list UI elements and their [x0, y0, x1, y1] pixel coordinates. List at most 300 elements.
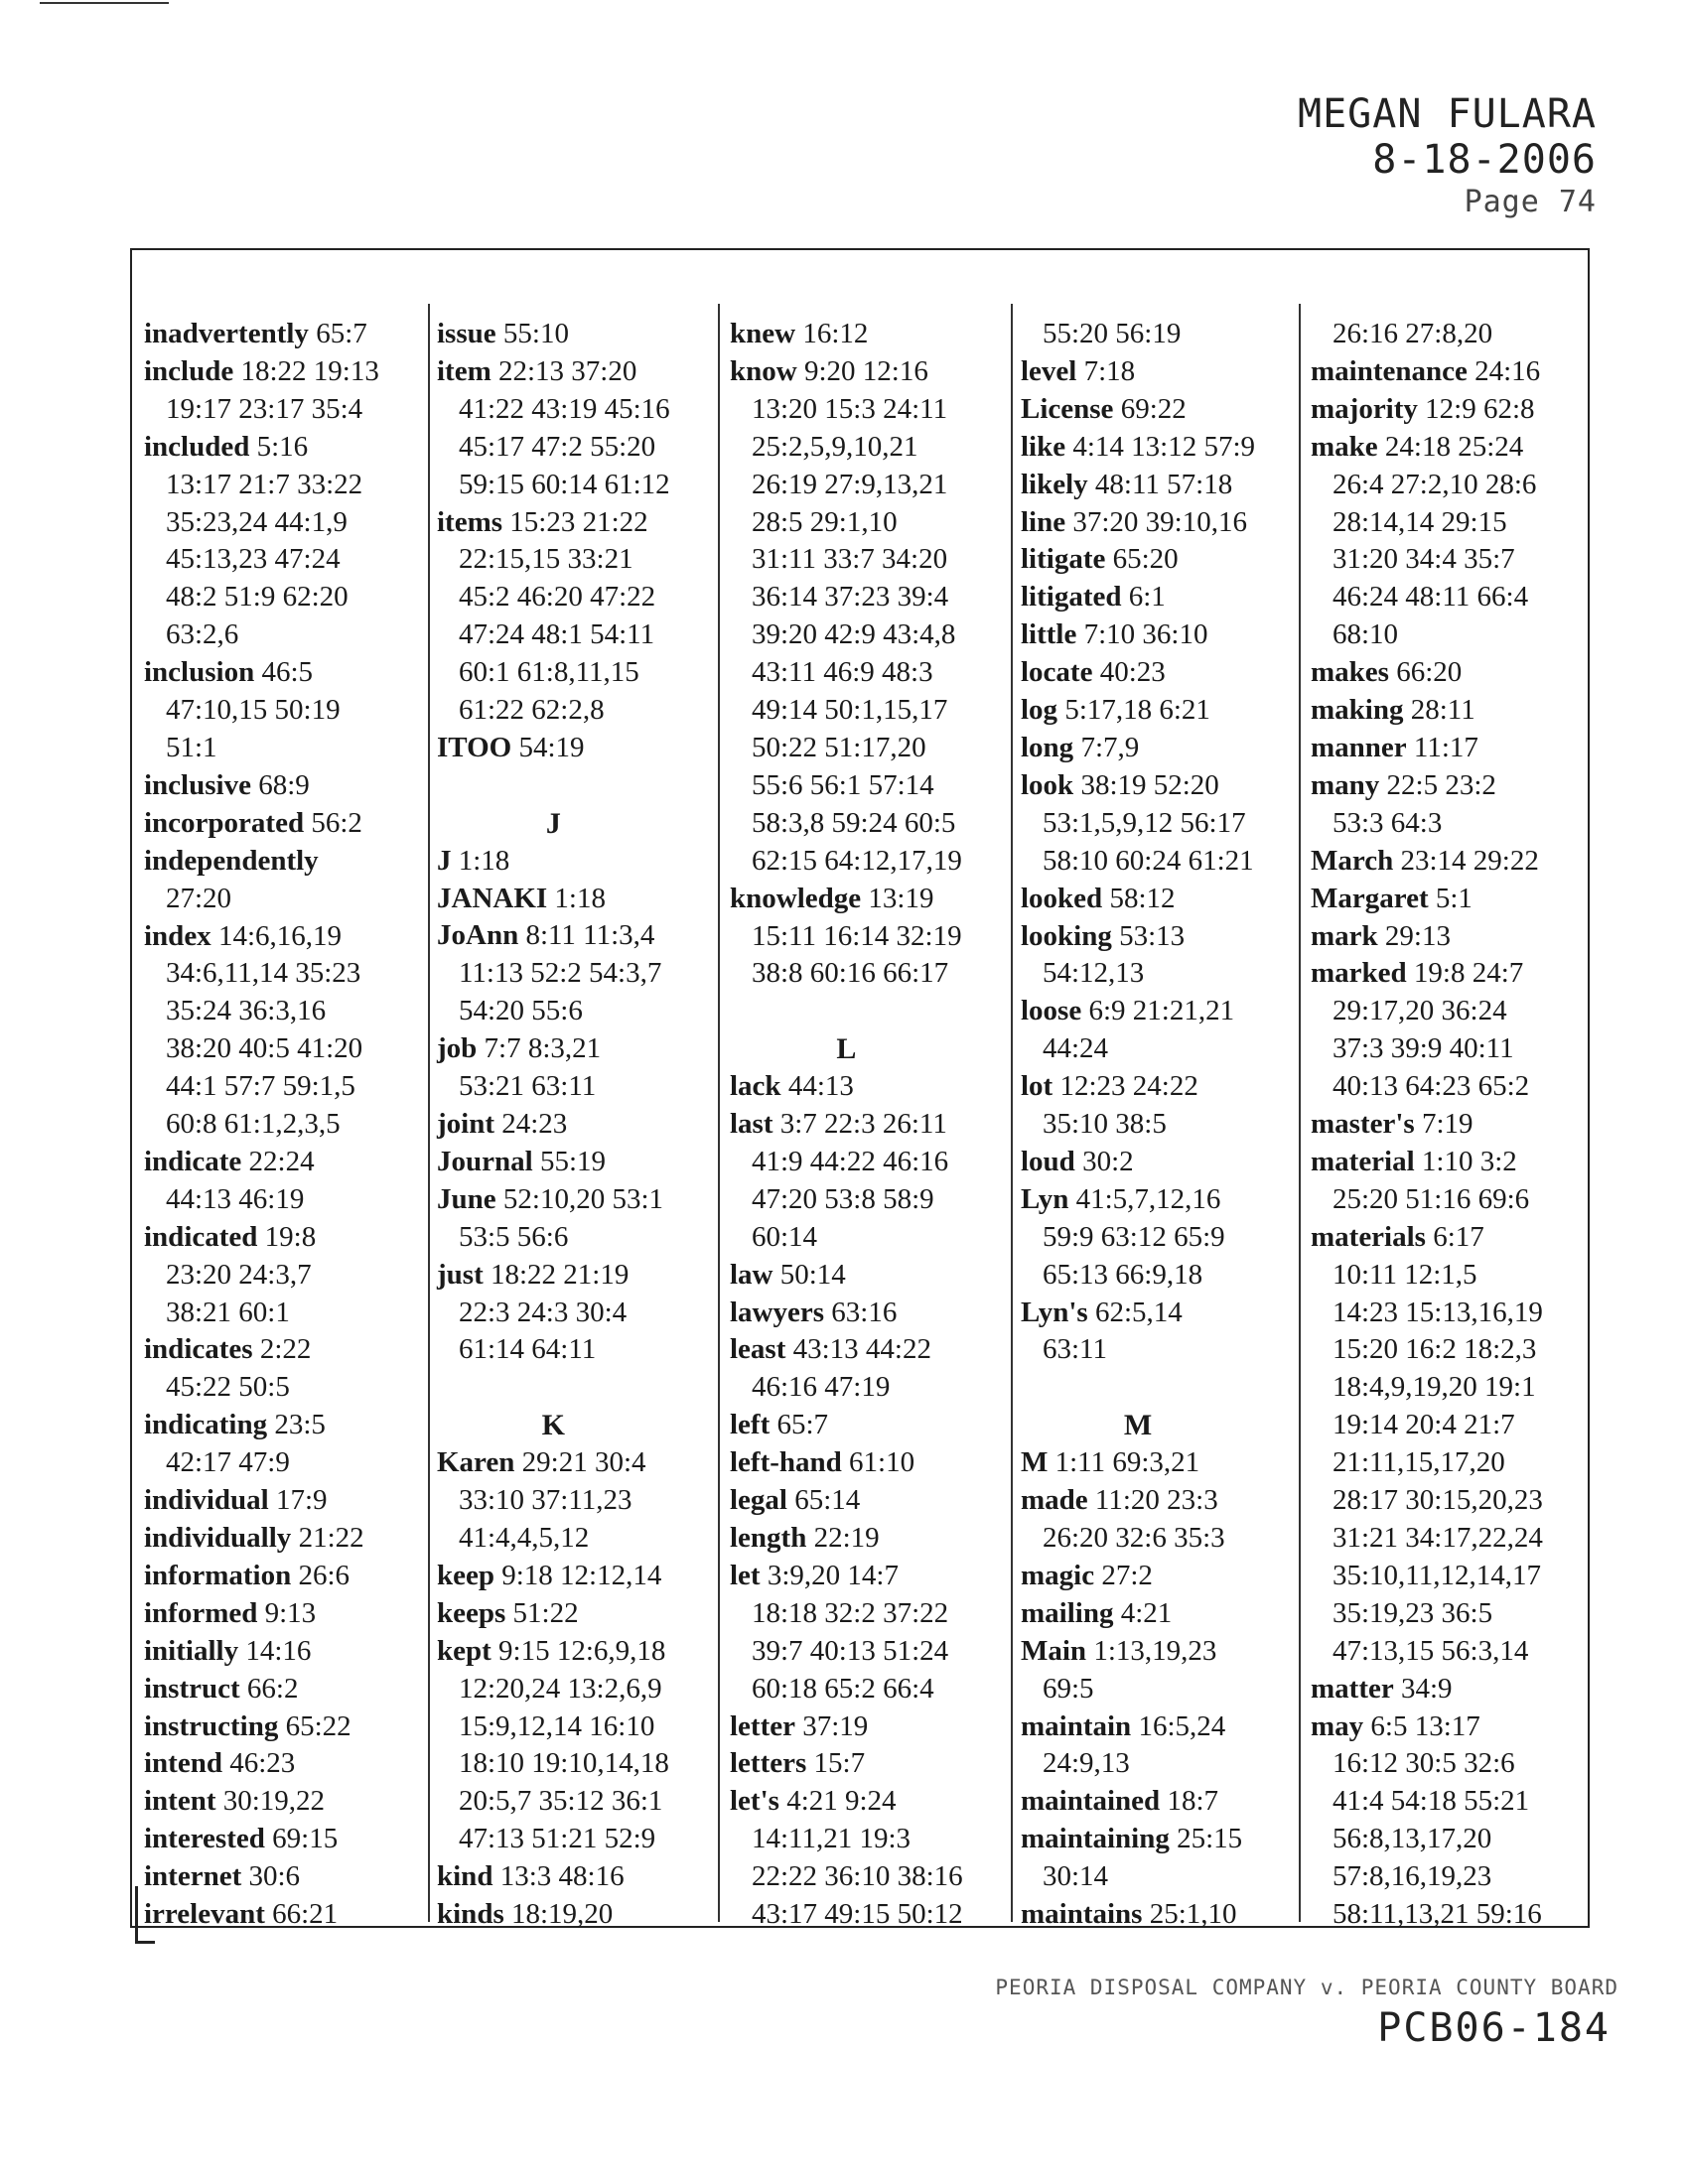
- page-line-refs: 23:14 29:22: [1393, 844, 1539, 877]
- index-entry: [730, 1068, 963, 1106]
- page-line-refs: 6:9 21:21,21: [1081, 995, 1235, 1027]
- index-term: kinds: [437, 1898, 504, 1931]
- page-line-refs: 1:11 69:3,21: [1048, 1446, 1200, 1479]
- index-continuation: 47:10,15 50:19: [166, 694, 341, 727]
- index-term: letters: [730, 1747, 807, 1780]
- index-term: let: [730, 1559, 761, 1591]
- index-entry: [730, 1783, 963, 1821]
- index-term: matter: [1311, 1672, 1394, 1705]
- corner-rule: [40, 2, 169, 4]
- index-entry: [1021, 1068, 1255, 1106]
- index-term: many: [1311, 768, 1380, 801]
- index-term: item: [437, 354, 491, 387]
- index-entry: [144, 353, 379, 391]
- page-line-refs: 6:1: [1121, 581, 1166, 614]
- index-term: indicate: [144, 1145, 242, 1177]
- page-line-refs: 24:18 25:24: [1377, 430, 1524, 463]
- page-line-refs: 3:7 22:3 26:11: [772, 1108, 947, 1141]
- index-entry: [437, 1558, 670, 1595]
- index-entry: [144, 1331, 379, 1369]
- index-continuation: 26:4 27:2,10 28:6: [1333, 468, 1537, 500]
- index-term: just: [437, 1258, 484, 1291]
- index-continuation: 30:14: [1043, 1860, 1109, 1893]
- index-continuation: 20:5,7 35:12 36:1: [459, 1785, 663, 1818]
- index-entry: [437, 1896, 670, 1934]
- page-line-refs: 26:6: [291, 1559, 351, 1591]
- index-term: Journal: [437, 1145, 533, 1177]
- index-term: ITOO: [437, 731, 512, 763]
- page-line-refs: 22:5 23:2: [1379, 768, 1496, 801]
- index-continuation: 54:12,13: [1043, 957, 1145, 990]
- index-entry: [1021, 654, 1255, 692]
- index-continuation: 18:18 32:2 37:22: [752, 1596, 949, 1629]
- index-entry: [144, 805, 379, 843]
- index-entry: [437, 1595, 670, 1633]
- index-entry: [1021, 767, 1255, 805]
- index-continuation: 58:11,13,21 59:16: [1333, 1898, 1542, 1931]
- index-continuation: 68:10: [1333, 618, 1399, 651]
- index-term: individual: [144, 1484, 269, 1517]
- page-line-refs: 11:17: [1406, 731, 1478, 763]
- index-term: litigate: [1021, 543, 1106, 576]
- index-term: intent: [144, 1785, 216, 1818]
- index-term: License: [1021, 392, 1114, 425]
- index-term: indicates: [144, 1333, 253, 1366]
- index-term: left-hand: [730, 1446, 842, 1479]
- index-column: [437, 316, 670, 1934]
- index-entry: [730, 1745, 963, 1783]
- index-term: March: [1311, 844, 1394, 877]
- page-line-refs: 24:23: [494, 1108, 568, 1141]
- letter-heading: J: [545, 806, 561, 840]
- index-entry: [1021, 1558, 1255, 1595]
- index-term: making: [1311, 694, 1404, 727]
- page-line-refs: 41:5,7,12,16: [1068, 1182, 1221, 1215]
- index-entry: [437, 1444, 670, 1482]
- page-line-refs: 68:9: [250, 768, 310, 801]
- index-continuation: 37:3 39:9 40:11: [1333, 1032, 1514, 1065]
- page-line-refs: 15:23 21:22: [502, 505, 648, 538]
- index-term: inclusive: [144, 768, 251, 801]
- index-continuation: 45:2 46:20 47:22: [459, 581, 656, 614]
- index-entry: [437, 1633, 670, 1671]
- index-continuation: 19:14 20:4 21:7: [1333, 1409, 1515, 1441]
- page-line-refs: 22:19: [806, 1521, 880, 1554]
- index-term: job: [437, 1032, 478, 1065]
- index-entry: [1021, 579, 1255, 616]
- index-term: knowledge: [730, 882, 862, 914]
- index-continuation: 38:8 60:16 66:17: [752, 957, 949, 990]
- index-continuation: 15:20 16:2 18:2,3: [1333, 1333, 1537, 1366]
- page-line-refs: 28:11: [1403, 694, 1475, 727]
- index-entry: [730, 1520, 963, 1558]
- index-term: kind: [437, 1860, 493, 1893]
- index-continuation: 28:17 30:15,20,23: [1333, 1484, 1543, 1517]
- page-line-refs: 14:16: [238, 1634, 312, 1667]
- page-line-refs: 19:8 24:7: [1406, 957, 1524, 990]
- page-line-refs: 51:22: [505, 1596, 579, 1629]
- spacer: [730, 993, 963, 1030]
- index-term: knew: [730, 318, 796, 349]
- index-continuation: 24:9,13: [1043, 1747, 1130, 1780]
- index-term: little: [1021, 618, 1077, 651]
- index-entry: [730, 1331, 963, 1369]
- page-line-refs: 7:7,9: [1073, 731, 1140, 763]
- index-term: mark: [1311, 919, 1378, 952]
- page-line-refs: 38:19 52:20: [1073, 768, 1219, 801]
- index-term: items: [437, 505, 503, 538]
- index-continuation: 18:10 19:10,14,18: [459, 1747, 669, 1780]
- index-continuation: 38:21 60:1: [166, 1296, 290, 1328]
- index-continuation: 35:19,23 36:5: [1333, 1596, 1493, 1629]
- page-line-refs: 12:9 62:8: [1417, 392, 1535, 425]
- page-line-refs: 7:19: [1414, 1108, 1474, 1141]
- index-continuation: 61:22 62:2,8: [459, 694, 605, 727]
- index-entry: [437, 1144, 670, 1181]
- index-term: joint: [437, 1108, 494, 1141]
- page-line-refs: 44:13: [780, 1070, 854, 1103]
- page-line-refs: 27:2: [1094, 1559, 1153, 1591]
- index-continuation: 21:11,15,17,20: [1333, 1446, 1505, 1479]
- index-entry: [144, 1745, 379, 1783]
- index-entry: [144, 1708, 379, 1746]
- index-entry: [144, 1520, 379, 1558]
- index-term: loud: [1021, 1145, 1075, 1177]
- index-entry: [144, 429, 379, 467]
- index-continuation: 46:16 47:19: [752, 1371, 891, 1404]
- page-line-refs: 1:13,19,23: [1086, 1634, 1217, 1667]
- index-continuation: 19:17 23:17 35:4: [166, 392, 363, 425]
- index-continuation: 61:14 64:11: [459, 1333, 597, 1366]
- index-continuation: 43:17 49:15 50:12: [752, 1898, 963, 1931]
- index-continuation: 47:13,15 56:3,14: [1333, 1634, 1529, 1667]
- column-divider: [1011, 304, 1013, 1922]
- page-line-refs: 34:9: [1393, 1672, 1453, 1705]
- page-line-refs: 29:13: [1377, 919, 1451, 952]
- index-continuation: 48:2 51:9 62:20: [166, 581, 349, 614]
- page-line-refs: 22:24: [241, 1145, 315, 1177]
- page-line-refs: 65:22: [278, 1709, 351, 1742]
- index-term: log: [1021, 694, 1058, 727]
- index-continuation: 39:7 40:13 51:24: [752, 1634, 949, 1667]
- index-term: know: [730, 354, 797, 387]
- index-entry: [1021, 730, 1255, 767]
- index-continuation: 58:3,8 59:24 60:5: [752, 806, 956, 839]
- index-continuation: 56:8,13,17,20: [1333, 1823, 1492, 1855]
- index-entry: [1311, 1671, 1543, 1708]
- column-divider: [1299, 304, 1301, 1922]
- index-continuation: 45:22 50:5: [166, 1371, 290, 1404]
- index-term: initially: [144, 1634, 239, 1667]
- index-term: included: [144, 430, 250, 463]
- index-entry: [437, 1858, 670, 1896]
- index-entry: [1311, 429, 1543, 467]
- index-term: like: [1021, 430, 1066, 463]
- case-caption: PEORIA DISPOSAL COMPANY v. PEORIA COUNTY BOARD: [995, 1976, 1618, 1999]
- index-term: left: [730, 1409, 771, 1441]
- index-continuation: 35:23,24 44:1,9: [166, 505, 348, 538]
- index-entry: [1021, 616, 1255, 654]
- index-term: JoAnn: [437, 919, 519, 952]
- index-entry: [1021, 504, 1255, 542]
- index-entry: [437, 843, 670, 881]
- page-line-refs: 30:6: [241, 1860, 301, 1893]
- page-line-refs: 9:20 12:16: [796, 354, 928, 387]
- index-entry: [437, 730, 670, 767]
- deposition-date: 8-18-2006: [1372, 137, 1597, 183]
- index-term: may: [1311, 1709, 1364, 1742]
- page-line-refs: 15:7: [806, 1747, 866, 1780]
- page-line-refs: 7:7 8:3,21: [477, 1032, 602, 1065]
- index-entry: [1311, 918, 1543, 956]
- index-term: looking: [1021, 919, 1112, 952]
- index-term: makes: [1311, 656, 1389, 689]
- page-line-refs: 4:21: [1113, 1596, 1173, 1629]
- index-continuation: 18:4,9,19,20 19:1: [1333, 1371, 1536, 1404]
- index-entry: [144, 1482, 379, 1520]
- index-column: [1021, 316, 1255, 1934]
- index-continuation: 63:2,6: [166, 618, 239, 651]
- index-term: maintenance: [1311, 354, 1468, 387]
- index-entry: [1021, 1181, 1255, 1219]
- page-line-refs: 23:5: [267, 1409, 326, 1441]
- index-term: keep: [437, 1559, 494, 1591]
- index-continuation: 55:6 56:1 57:14: [752, 768, 934, 801]
- index-entry: [1021, 1444, 1255, 1482]
- page-line-refs: 16:5,24: [1131, 1709, 1226, 1742]
- index-continuation: 22:22 36:10 38:16: [752, 1860, 963, 1893]
- index-term: legal: [730, 1484, 787, 1517]
- index-continuation: 41:4 54:18 55:21: [1333, 1785, 1530, 1818]
- index-continuation: 15:9,12,14 16:10: [459, 1709, 655, 1742]
- page-line-refs: 18:19,20: [503, 1898, 614, 1931]
- index-continuation: 60:8 61:1,2,3,5: [166, 1108, 341, 1141]
- index-term: maintaining: [1021, 1823, 1170, 1855]
- index-term: look: [1021, 768, 1074, 801]
- index-entry: [1021, 467, 1255, 504]
- page-line-refs: 2:22: [252, 1333, 312, 1366]
- index-continuation: 59:9 63:12 65:9: [1043, 1220, 1225, 1253]
- index-entry: [437, 881, 670, 918]
- deponent-name: MEGAN FULARA: [1298, 91, 1597, 137]
- page-line-refs: 65:7: [770, 1409, 829, 1441]
- spacer: [1021, 1369, 1255, 1407]
- index-entry: [1021, 993, 1255, 1030]
- index-entry: [437, 353, 670, 391]
- index-continuation: 38:20 40:5 41:20: [166, 1032, 363, 1065]
- index-entry: [1311, 730, 1543, 767]
- page-line-refs: 21:22: [291, 1522, 364, 1554]
- index-continuation: 28:5 29:1,10: [752, 505, 898, 538]
- index-term: inadvertently: [144, 318, 309, 349]
- index-continuation: 40:13 64:23 65:2: [1333, 1070, 1530, 1103]
- index-term: law: [730, 1258, 773, 1291]
- index-entry: [1021, 1482, 1255, 1520]
- index-term: litigated: [1021, 581, 1122, 614]
- index-entry: [730, 1482, 963, 1520]
- index-term: keeps: [437, 1596, 506, 1629]
- index-term: locate: [1021, 656, 1093, 689]
- index-term: make: [1311, 430, 1378, 463]
- page-line-refs: 58:12: [1102, 882, 1176, 914]
- index-continuation: 14:11,21 19:3: [752, 1823, 912, 1855]
- index-continuation: 15:11 16:14 32:19: [752, 919, 962, 952]
- index-continuation: 44:13 46:19: [166, 1182, 305, 1215]
- index-continuation: 13:17 21:7 33:22: [166, 468, 363, 500]
- spacer: [437, 1369, 670, 1407]
- page-line-refs: 5:1: [1428, 882, 1473, 914]
- index-term: Lyn's: [1021, 1296, 1088, 1328]
- index-entry: [144, 316, 379, 353]
- index-term: Main: [1021, 1634, 1087, 1667]
- index-continuation: 26:19 27:9,13,21: [752, 468, 948, 500]
- index-continuation: 47:24 48:1 54:11: [459, 618, 655, 651]
- index-continuation: 62:15 64:12,17,19: [752, 844, 962, 877]
- index-continuation: 31:20 34:4 35:7: [1333, 543, 1515, 576]
- index-entry: [1311, 843, 1543, 881]
- index-entry: [144, 1858, 379, 1896]
- index-continuation: 53:21 63:11: [459, 1070, 597, 1103]
- index-entry: [144, 1671, 379, 1708]
- page-line-refs: 9:18 12:12,14: [494, 1559, 662, 1591]
- index-continuation: 46:24 48:11 66:4: [1333, 581, 1529, 614]
- index-entry: [144, 1783, 379, 1821]
- index-term: Lyn: [1021, 1182, 1069, 1215]
- index-term: level: [1021, 354, 1077, 387]
- page-line-refs: 56:2: [304, 806, 362, 839]
- index-continuation: 39:20 42:9 43:4,8: [752, 618, 956, 651]
- index-entry: [730, 881, 963, 918]
- index-term: M: [1021, 1446, 1049, 1479]
- index-continuation: 12:20,24 13:2,6,9: [459, 1672, 662, 1705]
- page-line-refs: 48:11 57:18: [1087, 468, 1233, 500]
- margin-mark: [135, 1886, 138, 1944]
- index-continuation: 41:9 44:22 46:16: [752, 1145, 949, 1177]
- page-line-refs: 43:13 44:22: [785, 1333, 931, 1366]
- index-continuation: 14:23 15:13,16,19: [1333, 1296, 1543, 1328]
- page-line-refs: 9:15 12:6,9,18: [491, 1634, 666, 1667]
- index-term: master's: [1311, 1108, 1415, 1141]
- index-entry: [1021, 391, 1255, 429]
- index-continuation: 53:5 56:6: [459, 1220, 569, 1253]
- page-line-refs: 7:18: [1076, 354, 1136, 387]
- margin-mark-foot: [135, 1941, 155, 1944]
- index-continuation: 41:4,4,5,12: [459, 1521, 590, 1554]
- index-term: length: [730, 1521, 807, 1554]
- index-entry: [1311, 1106, 1543, 1144]
- index-term: material: [1311, 1145, 1415, 1177]
- spacer: [437, 767, 670, 805]
- page-line-refs: 62:5,14: [1087, 1296, 1183, 1328]
- page-line-refs: 5:16: [249, 430, 309, 463]
- page-line-refs: 55:10: [495, 318, 569, 349]
- page-line-refs: 13:3 48:16: [492, 1860, 625, 1893]
- index-continuation: 11:13 52:2 54:3,7: [459, 957, 662, 990]
- page-line-refs: 63:16: [824, 1296, 898, 1328]
- index-continuation: 57:8,16,19,23: [1333, 1860, 1492, 1893]
- index-term: maintain: [1021, 1709, 1132, 1742]
- index-entry: [437, 1257, 670, 1295]
- index-continuation: 45:17 47:2 55:20: [459, 430, 656, 463]
- page-number: Page 74: [1464, 185, 1597, 219]
- page-line-refs: 30:2: [1074, 1145, 1134, 1177]
- index-entry: [437, 1181, 670, 1219]
- index-column: [144, 316, 379, 1934]
- index-term: independently: [144, 844, 319, 877]
- index-term: loose: [1021, 995, 1082, 1027]
- index-continuation: 26:20 32:6 35:3: [1043, 1521, 1225, 1554]
- page-line-refs: 13:19: [861, 882, 934, 914]
- index-term: Karen: [437, 1446, 515, 1479]
- index-term: informed: [144, 1596, 258, 1629]
- page-line-refs: 54:19: [511, 731, 585, 763]
- index-term: let's: [730, 1785, 779, 1818]
- index-entry: [144, 1407, 379, 1444]
- page-line-refs: 16:12: [795, 318, 869, 349]
- index-entry: [437, 504, 670, 542]
- index-term: information: [144, 1559, 292, 1591]
- letter-heading: M: [1123, 1409, 1153, 1442]
- index-term: inclusion: [144, 656, 255, 689]
- index-entry: [144, 843, 379, 881]
- index-continuation: 44:24: [1043, 1032, 1109, 1065]
- index-continuation: 41:22 43:19 45:16: [459, 392, 670, 425]
- page-line-refs: 7:10 36:10: [1076, 618, 1208, 651]
- index-entry: [730, 1106, 963, 1144]
- index-term: letter: [730, 1709, 795, 1742]
- page-line-refs: 11:20 23:3: [1087, 1484, 1218, 1517]
- index-continuation: 51:1: [166, 731, 217, 763]
- index-term: individually: [144, 1522, 292, 1554]
- index-term: maintained: [1021, 1785, 1161, 1818]
- index-continuation: 16:12 30:5 32:6: [1333, 1747, 1515, 1780]
- page-line-refs: 1:18: [451, 844, 510, 877]
- page-line-refs: 46:5: [254, 656, 314, 689]
- index-entry: [1021, 1633, 1255, 1671]
- index-entry: [730, 353, 963, 391]
- page-line-refs: 69:15: [264, 1823, 339, 1855]
- index-entry: [1021, 1896, 1255, 1934]
- index-term: materials: [1311, 1220, 1426, 1253]
- index-continuation: 27:20: [166, 882, 232, 914]
- index-entry: [730, 1708, 963, 1746]
- index-term: include: [144, 354, 234, 387]
- index-entry: [1021, 881, 1255, 918]
- index-column: [730, 316, 963, 1934]
- index-entry: [1021, 692, 1255, 730]
- index-entry: [1311, 881, 1543, 918]
- page-line-refs: 8:11 11:3,4: [518, 919, 655, 952]
- page-line-refs: 69:22: [1113, 392, 1187, 425]
- index-continuation: 28:14,14 29:15: [1333, 505, 1507, 538]
- index-continuation: 35:10,11,12,14,17: [1333, 1559, 1541, 1591]
- index-entry: [1021, 541, 1255, 579]
- index-term: least: [730, 1333, 786, 1366]
- page-line-refs: 25:15: [1169, 1823, 1243, 1855]
- index-continuation: 50:22 51:17,20: [752, 731, 926, 763]
- page-line-refs: 30:19,22: [215, 1785, 326, 1818]
- page-line-refs: 55:19: [532, 1145, 606, 1177]
- index-continuation: 54:20 55:6: [459, 995, 583, 1027]
- index-term: issue: [437, 318, 496, 349]
- page-line-refs: 1:10 3:2: [1414, 1145, 1517, 1177]
- page-line-refs: 18:7: [1160, 1785, 1218, 1818]
- index-continuation: 29:17,20 36:24: [1333, 995, 1507, 1027]
- page-line-refs: 25:1,10: [1142, 1898, 1237, 1931]
- page-line-refs: 40:23: [1092, 656, 1166, 689]
- index-entry: [1311, 1708, 1543, 1746]
- page-line-refs: 65:20: [1105, 543, 1179, 576]
